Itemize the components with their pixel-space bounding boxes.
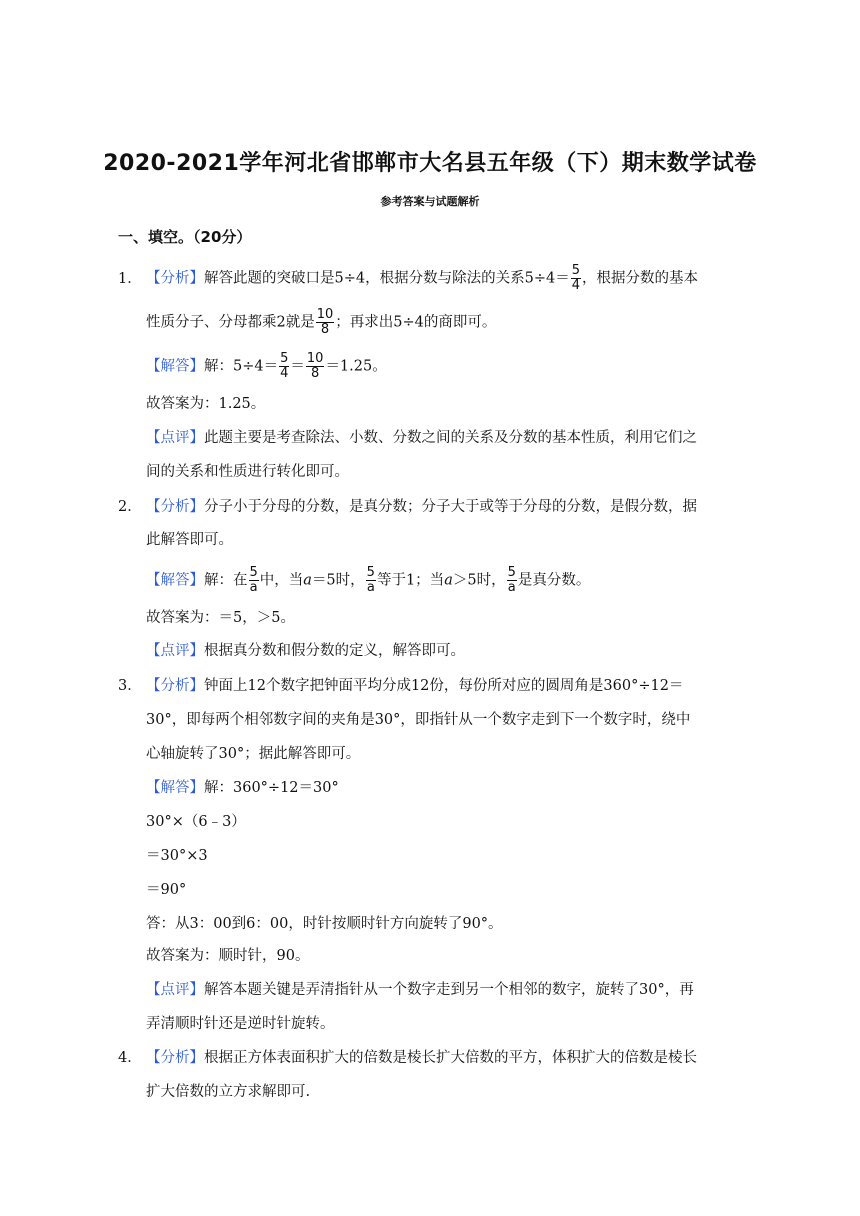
q3-step-3: ＝90° xyxy=(146,882,187,898)
page-subtitle: 参考答案与试题解析 xyxy=(380,195,480,208)
q1-solution-line: 【解答】解：5÷4＝ $\frac{5}{4}$ ＝ $\frac{10}{8}$ ＝1.25。 xyxy=(146,351,387,381)
q3-solution-line: 【解答】解：360°÷12＝30° xyxy=(146,780,339,796)
fraction: $\frac{5}{4}$ xyxy=(280,351,289,381)
fraction: $\frac{5}{4}$ xyxy=(571,263,580,293)
fraction: $\frac{5}{a}$ xyxy=(366,565,375,595)
section-heading: 一、填空。（20分） xyxy=(118,228,252,246)
q1-analysis-text: 解答此题的突破口是5÷4，根据分数与除法的关系5÷4＝ xyxy=(204,270,570,287)
q3-answer: 故答案为：顺时针，90。 xyxy=(146,948,310,964)
q3-step-1: 30°×（6﹣3） xyxy=(146,814,246,830)
question-number: 1． xyxy=(118,270,142,287)
q3-comment-line-1: 【点评】解答本题关键是弄清指针从一个数字走到另一个相邻的数字，旋转了30°，再 xyxy=(146,982,694,998)
analysis-tag: 【分析】 xyxy=(146,499,204,515)
q3-analysis-line-3: 心轴旋转了30°；据此解答即可。 xyxy=(146,746,361,762)
fraction: $\frac{10}{8}$ xyxy=(306,351,324,381)
comment-tag: 【点评】 xyxy=(146,643,204,659)
fraction: $\frac{10}{8}$ xyxy=(316,307,334,337)
solution-tag: 【解答】 xyxy=(146,572,204,589)
fraction: $\frac{5}{a}$ xyxy=(249,565,258,595)
q2-analysis-line-2: 此解答即可。 xyxy=(146,532,233,548)
fraction: $\frac{5}{a}$ xyxy=(507,565,516,595)
q1-analysis-line-1: 1． 【分析】解答此题的突破口是5÷4，根据分数与除法的关系5÷4＝ $\frac{5}{4}$ ，根据分数的基本 xyxy=(118,263,698,293)
q1-answer: 故答案为：1.25。 xyxy=(146,396,266,412)
q3-analysis-line-2: 30°，即每两个相邻数字间的夹角是30°，即指针从一个数字走到下一个数字时，绕中 xyxy=(146,712,691,728)
q2-comment-line: 【点评】根据真分数和假分数的定义，解答即可。 xyxy=(146,643,465,659)
solution-tag: 【解答】 xyxy=(146,780,204,796)
q3-step-2: ＝30°×3 xyxy=(146,848,208,864)
solution-tag: 【解答】 xyxy=(146,358,204,375)
q1-comment-line-2: 间的关系和性质进行转化即可。 xyxy=(146,464,349,480)
analysis-tag: 【分析】 xyxy=(146,1050,204,1066)
page-title: 2020-2021学年河北省邯郸市大名县五年级（下）期末数学试卷 xyxy=(103,151,757,176)
q3-comment-line-2: 弄清顺时针还是逆时针旋转。 xyxy=(146,1016,335,1032)
q3-reply: 答：从3：00到6：00，时针按顺时针方向旋转了90°。 xyxy=(146,916,503,932)
q2-analysis-line-1: 2． 【分析】分子小于分母的分数，是真分数；分子大于或等于分母的分数，是假分数，据 xyxy=(118,499,697,515)
question-number: 2． xyxy=(118,499,142,515)
q4-analysis-line-1: 4． 【分析】根据正方体表面积扩大的倍数是棱长扩大倍数的平方，体积扩大的倍数是棱长 xyxy=(118,1050,697,1066)
comment-tag: 【点评】 xyxy=(146,430,204,446)
q2-answer: 故答案为：＝5，＞5。 xyxy=(146,610,295,626)
q1-analysis-line-2: 性质分子、分母都乘2就是 $\frac{10}{8}$ ；再求出5÷4的商即可。 xyxy=(146,307,497,337)
q1-comment-line-1: 【点评】此题主要是考查除法、小数、分数之间的关系及分数的基本性质，利用它们之 xyxy=(146,430,697,446)
analysis-tag: 【分析】 xyxy=(146,270,204,287)
analysis-tag: 【分析】 xyxy=(146,678,204,694)
q4-analysis-line-2: 扩大倍数的立方求解即可. xyxy=(146,1084,311,1100)
question-number: 4． xyxy=(118,1050,142,1066)
q2-solution-line: 【解答】解：在 $\frac{5}{a}$ 中，当a＝5时， $\frac{5}{a}$ 等于1；当a＞5时， $\frac{5}{a}$ 是真分数。 xyxy=(146,565,591,595)
question-number: 3． xyxy=(118,678,142,694)
comment-tag: 【点评】 xyxy=(146,982,204,998)
q3-analysis-line-1: 3． 【分析】钟面上12个数字把钟面平均分成12份，每份所对应的圆周角是360°÷12＝ xyxy=(118,678,684,694)
